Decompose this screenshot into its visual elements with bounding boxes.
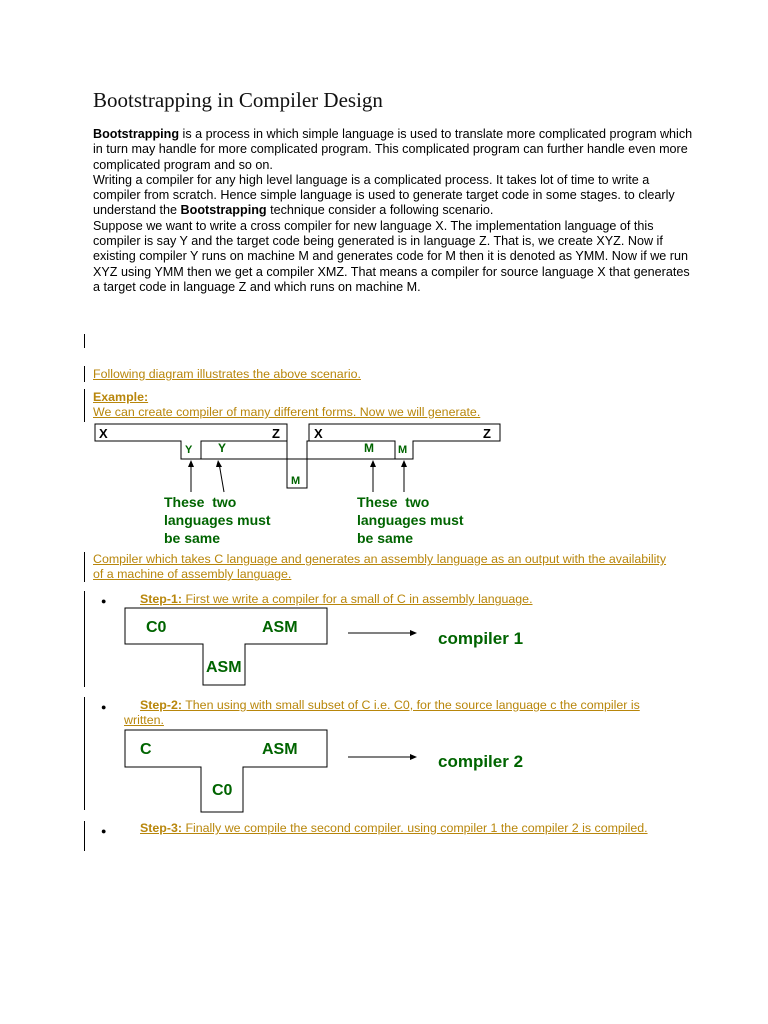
compiler-c-text[interactable]: Compiler which takes C language and generates an assembly language as an output with the availability of a machine of assembly language. bbox=[93, 552, 667, 582]
revision-bar bbox=[84, 821, 85, 851]
bootstrapping-term-2: Bootstrapping bbox=[180, 203, 267, 218]
diagram1-x2: X bbox=[314, 426, 323, 441]
note-right-line-3: be same bbox=[357, 530, 414, 546]
diagram2-right: ASM bbox=[262, 619, 298, 636]
bootstrapping-term: Bootstrapping bbox=[93, 127, 180, 141]
step-2[interactable] bbox=[124, 698, 654, 729]
diagram3-left: C bbox=[140, 741, 152, 758]
bullet-icon: ● bbox=[101, 826, 107, 836]
step-1[interactable] bbox=[124, 592, 684, 607]
diagram3-result: compiler 2 bbox=[438, 752, 524, 771]
diagram2-left: C0 bbox=[146, 619, 167, 636]
step-1-label: Step-1: bbox=[140, 592, 182, 606]
revision-bar bbox=[84, 697, 85, 810]
intro-p1-text: is a process in which simple language is used to translate more complicated program which in turn may handle for more complicated program. This complicated program can further handle even more complicated program and so on. bbox=[93, 127, 693, 172]
diagram3-right: ASM bbox=[262, 741, 298, 758]
diagram-compiler-2 bbox=[125, 730, 523, 812]
note-left-line-2: languages must bbox=[164, 512, 271, 528]
revision-bar bbox=[84, 591, 85, 687]
page-title: Bootstrapping in Compiler Design bbox=[93, 88, 383, 112]
diagram2-bottom: ASM bbox=[206, 659, 242, 676]
step-3[interactable] bbox=[124, 821, 669, 836]
note-left-line-3: be same bbox=[164, 530, 221, 546]
intro-p2-text: Writing a compiler for any high level language is a complicated process. It takes lot of time to write a compiler from scratch. Hence simple language is used to generate target code in some stages. to clearly understand the bbox=[93, 172, 675, 218]
example-text[interactable]: We can create compiler of many different forms. Now we will generate. bbox=[93, 405, 481, 419]
intro-p3-text: Suppose we want to write a cross compiler for new language X. The implementation language of this compiler is say Y and the target code being generated is in language Z. That is, we create XYZ. Now if existing compiler Y runs on machine M and generates code for M then it is denoted as YMM. Now if we run XYZ using YMM then we get a compiler XMZ. That means a compiler for source language X that generates a target code in language Z and which runs on machine M. bbox=[93, 218, 690, 294]
diagram1-y2: Y bbox=[218, 441, 227, 455]
note-right-line-1: These two bbox=[357, 494, 430, 510]
step-2-text: Then using with small subset of C i.e. C0, for the source language c the compiler is written. bbox=[124, 698, 640, 728]
intro-p2-end: technique consider a following scenario. bbox=[266, 203, 494, 218]
diagram1-m1: M bbox=[364, 441, 374, 455]
step-3-text: Finally we compile the second compiler. using compiler 1 the compiler 2 is compiled. bbox=[182, 821, 648, 835]
diagram-compiler-1 bbox=[125, 608, 523, 685]
example-label[interactable]: Example: bbox=[93, 390, 149, 404]
diagram1-z2: Z bbox=[483, 426, 491, 441]
diagram1-m-bottom: M bbox=[291, 475, 301, 487]
following-diagram-link[interactable]: Following diagram illustrates the above scenario. bbox=[93, 367, 361, 381]
step-1-text: First we write a compiler for a small of C in assembly language. bbox=[182, 592, 533, 606]
diagram1-m2: M bbox=[398, 444, 408, 456]
step-2-label: Step-2: bbox=[140, 698, 182, 712]
diagram1-z1: Z bbox=[272, 426, 280, 441]
arrow-right-icon bbox=[410, 754, 417, 760]
diagram1-y1: Y bbox=[185, 444, 193, 456]
step-3-label: Step-3: bbox=[140, 821, 182, 835]
arrow-right-icon bbox=[410, 630, 417, 636]
diagram2-result: compiler 1 bbox=[438, 629, 524, 648]
bullet-icon: ● bbox=[101, 596, 107, 606]
revision-bar bbox=[84, 552, 85, 582]
note-left-line-1: These two bbox=[164, 494, 237, 510]
bullet-icon: ● bbox=[101, 702, 107, 712]
diagram-ymm bbox=[201, 441, 395, 488]
note-right-line-2: languages must bbox=[357, 512, 464, 528]
diagram3-bottom: C0 bbox=[212, 782, 233, 799]
diagram-xmz bbox=[309, 424, 500, 459]
diagram1-x1: X bbox=[99, 426, 108, 441]
